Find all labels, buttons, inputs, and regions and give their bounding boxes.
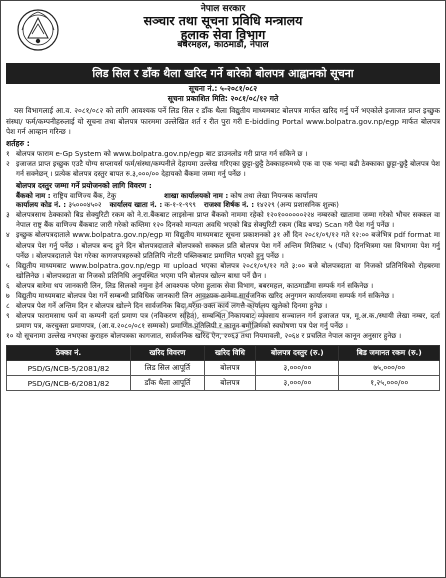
condition-item [6, 210, 440, 230]
table-cell: लिड सिल आपूर्ति [131, 361, 205, 376]
government-name: नेपाल सरकार [200, 4, 246, 14]
table-cell: ३,०००/०० [256, 376, 339, 391]
table-cell: बोलपत्र [204, 361, 256, 376]
table-cell: PSD/G/NCB-5/2081/82 [7, 361, 131, 376]
table-row [7, 376, 440, 391]
office-code-value: ३५०००४५०२ [68, 200, 102, 210]
condition-item [6, 261, 440, 281]
revenue-value: १४२२९ (अन्य प्रशासनिक शुल्क) [256, 200, 339, 210]
condition-number: १ [6, 149, 10, 159]
bank-details-heading: बोलपत्र दस्तुर जम्मा गर्ने प्रयोजनको लागि विवरण : [16, 180, 152, 190]
condition-text: बोलपत्रसाथ ठेक्काको बिड सेक्युरिटी रकम को ने.रा.बैंकबाट लाइसेन्स प्राप्त बैंकको नाममा रहेको १२०१००००००२२४ नम्बरको खातामा जम्मा गरेको भौचर सक्कल वा नेपाल राष्ट्र बैंक वाणिज्य बैंकबाट जारी गरेको कम्तिमा १२० दिनको मान्यता अवधि भएको बिड सेक्युरिटी रकम (बिड बण्ड) Scan गरी पेश गर्नु पर्नेछ । [16, 210, 440, 230]
condition-number: ७ [6, 290, 10, 300]
condition-text: विद्युतीय माध्यमबाट बोलपत्र पेश गर्ने सम्बन्धी प्राविधिक जानकारी लिन आवश्यक ठानेमा सार्वजनिक खरिद अनुगमन कार्यालयमा सम्पर्क गर्न सकिनेछ । [16, 290, 395, 300]
notice-title: लिड सिल र डाँक थैला खरिद गर्ने बारेको बोलपत्र आह्वानको सूचना [6, 63, 440, 84]
condition-text: बोलपत्र फाराम e-Gp System को www.bolpatra.gov.np/egp बाट डाउनलोड गरी प्राप्त गर्न सकिने छ । [16, 149, 308, 159]
bank-value: राष्ट्रिय वाणिज्य बैंक, टेकु [52, 190, 117, 200]
condition-text: यो सूचनामा उल्लेख नभएका कुराहरु बोलपत्रका कागजात, सार्वजनिक खरिद ऐन, २०६३ तथा नियमावली, २०६४ र प्रचलित नेपाल कानून अनुसार हुनेछ । [16, 331, 402, 341]
condition-number: २ [6, 159, 10, 169]
condition-text: बोलपत्र बारेमा थप जानकारी लिन, लिड सिलको नमुना हेर्न आवश्यक परेमा हुलाक सेवा विभाग, बबरमहल, काठमाडौंमा सम्पर्क गर्न सकिनेछ । [16, 280, 374, 290]
tender-table [6, 345, 440, 391]
condition-number: ५ [6, 260, 10, 270]
condition-number: ८ [6, 300, 10, 310]
condition-number: ९ [6, 310, 10, 320]
letterhead [6, 5, 440, 61]
office-code-label: कार्यालय कोड नं. : [16, 200, 67, 210]
department-name: हुलाक सेवा विभाग [180, 26, 266, 42]
condition-number: १० [6, 331, 14, 341]
condition-item [6, 149, 440, 159]
column-header: बोलपत्र दस्तुर (रु.) [256, 346, 339, 361]
table-header-row [7, 346, 440, 361]
bank-label: बैंकको नाम : [16, 190, 51, 200]
condition-text: बोलपत्र फारामसाथ फर्म वा कम्पनी दर्ता प्रमाण पत्र (नविकरण सहित), सम्बन्धित निकायबाट व्यवसाय सञ्चालन गर्न इजाजत पत्र, मू.अ.क./स्थायी लेखा नम्बर, दर्ता प्रमाण पत्र, करचुक्ता प्रमाणपत्र, (आ.व.२०८०/०८१ सम्मको) प्रमाणित प्रतिलिपी र कानून बमोजिमको स्वघोषणा पत्र पेश गर्नु पर्नेछ । [16, 310, 440, 331]
condition-number: ३ [6, 210, 10, 220]
table-row [7, 361, 440, 376]
condition-text: बोलपत्र पेश गर्ने अन्तिम दिन र बोलपत्र खोल्ने दिन सार्वजनिक बिदा परेमा उक्त कार्य लगत्तै कार्यालय खुलेको दिनमा हुनेछ । [16, 300, 328, 310]
branch-label: शाखा कार्यालयको नाम : [164, 190, 229, 200]
account-label: कार्यालय खाता नं. : [109, 200, 163, 210]
account-value: क-१-१-९९९ [164, 200, 196, 210]
table-cell: PSD/G/NCB-6/2081/82 [7, 376, 131, 391]
condition-item [6, 159, 440, 179]
table-cell: ७५,०००/०० [339, 361, 440, 376]
table-cell: १,२५,०००/०० [339, 376, 440, 391]
condition-number: ६ [6, 280, 10, 290]
revenue-label: राजश्व शिर्षक नं. : [204, 200, 255, 210]
conditions-heading: शर्तहरु : [6, 139, 30, 149]
table-cell: बोलपत्र [204, 376, 256, 391]
intro-paragraph: यस विभागलाई आ.व. २०८१/०८२ को लागि आवश्यक पर्ने लिड सिल र डाँक थैला विद्युतीय माध्यमबाट बोलपत्र मार्फत खरिद गर्नु पर्ने भएकोले इजाजत प्राप्त इच्छुक संस्था/ फर्म/कम्पनीहरुलाई यो सूचना तथा बोलपत्र फारममा उल्लेखित शर्त र रीत पुरा गरी E-bidding Portal www.bolpatra.gov.np/egp मार्फत बोलपत्र पेश गर्न आव्हान गरिन्छ । [6, 106, 440, 136]
column-header: खरिद विवरण [131, 346, 205, 361]
bank-details [16, 191, 440, 211]
condition-text: विद्युतीय माध्यमबाट www.bolpatra.gov.np/egp मा upload भएका बोलपत्र २०८१/०९/१२ गते ३:०० बजे बोलपत्रदाता वा निजको प्रतिनिधिको रोहबरमा खोलिनेछ । बोलपत्रदाता वा निजको प्रतिनिधि अनुपस्थित भएमा पनि बोलपत्र खोल्न बाधा पर्ने छैन । [16, 260, 440, 280]
column-header: ठेक्का नं. [7, 346, 131, 361]
condition-number: ४ [6, 230, 10, 240]
table-cell: डाँक थैला आपूर्ति [131, 376, 205, 391]
condition-text: इजाजत प्राप्त इच्छुक एउटै योग्य सप्लायर्स फर्म/संस्था/कम्पनीले देहायमा उल्लेख गरिएका छुट्टा-छुट्टै ठेक्काहरुमध्ये एक वा एक भन्दा बढी ठेक्काका छुट्टा-छुट्टै बोलपत्र पेश गर्न सक्नेछन् । प्रत्येक बोलपत्र दस्तुर बापत रु.३,०००/०० देहायको बैंकमा जम्मा गर्नु पर्नेछ । [16, 159, 440, 179]
column-header: खरिद विधि [204, 346, 256, 361]
department-address: बबरमहल, काठमाडौं, नेपाल [177, 39, 269, 50]
notice-number: सूचना नं.: ५-२०८१/०८२ [188, 84, 258, 93]
condition-text: इच्छुक बोलपत्रदाताले www.bolpatra.gov.np/egp मा विद्युतीय माध्यमबाट सूचना प्रकाशनको ३१ औं दिन २०८१/०९/१२ गते १२:०० बजेभित्र pdf format मा बोलपत्र पेश गर्नु पर्नेछ । बोलपत्र बन्द हुने दिन बोलपत्रदाताले बोलपत्रको सक्कल प्रति बोलपत्र पेश गर्ने अन्तिम मितिबाट ५ (पाँच) दिनभित्रमा यस विभागमा पेश गर्नु पर्नेछ । बोलपत्रदाताले पेश गरेका कागजपत्रहरुको प्रतिलिपि नोटरी पब्लिकबाट प्रमाणित भएको हुनु पर्नेछ । [16, 230, 440, 260]
condition-item [6, 281, 440, 291]
publish-date: सूचना प्रकाशित मिति: २०८१/०८/१२ गते [167, 94, 279, 104]
office-seal-stamp [181, 293, 267, 337]
nepal-emblem-icon [16, 8, 60, 52]
branch-value: कोष तथा लेखा नियन्त्रक कार्यालय [230, 190, 318, 200]
condition-item [6, 230, 440, 260]
table-cell: ३,०००/०० [256, 361, 339, 376]
column-header: बिड जमानत रकम (रु.) [339, 346, 440, 361]
conditions-list [6, 149, 440, 179]
ministry-name: सञ्चार तथा सूचना प्रविधि मन्त्रालय [143, 13, 303, 29]
